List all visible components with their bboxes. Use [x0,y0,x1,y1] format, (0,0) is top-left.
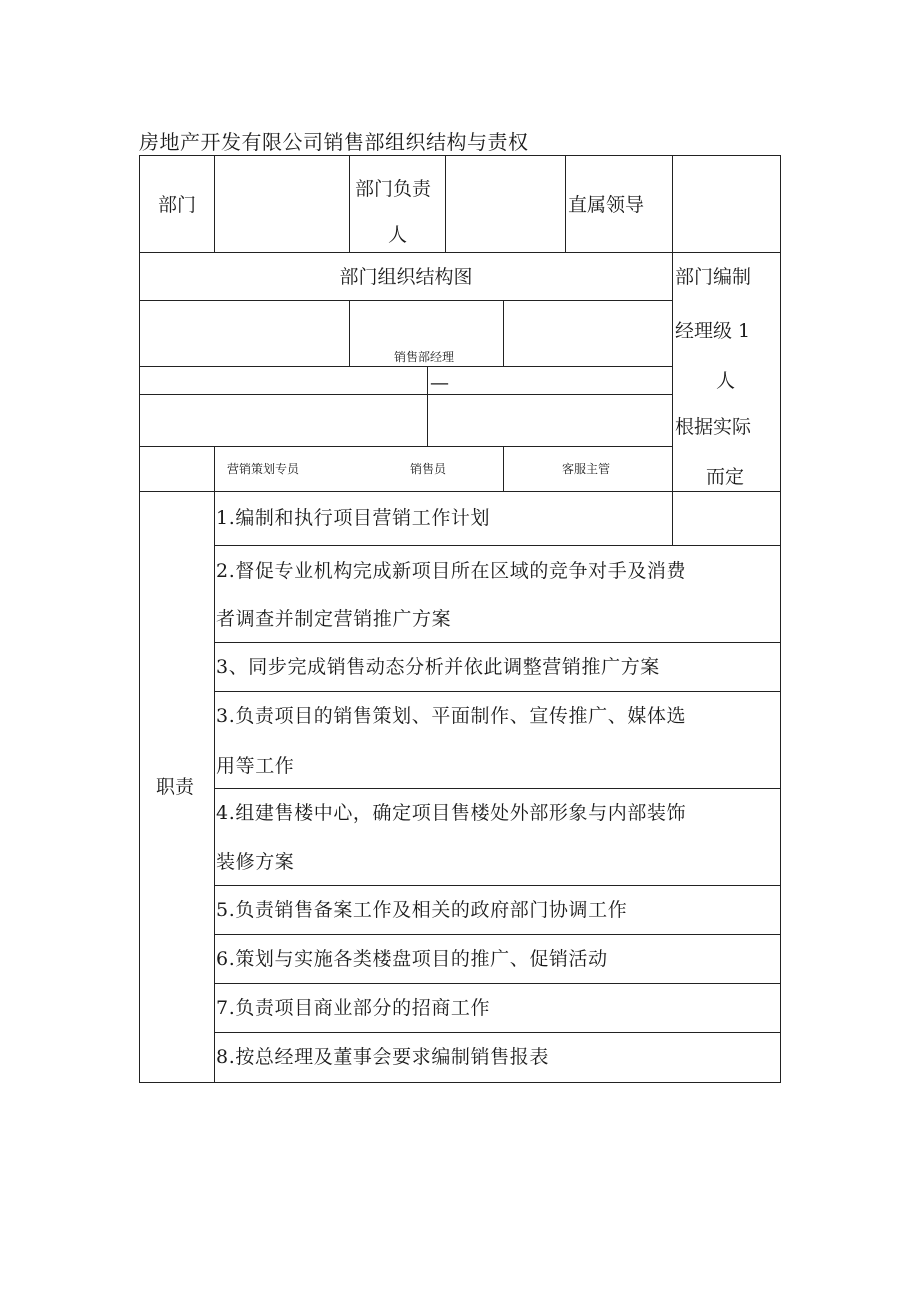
staffing-other: 根据实际 [675,416,752,438]
org-connector: — [430,372,449,394]
dept-head-label: 部门负责 [355,178,432,200]
dept-head-label-cont: 人 [388,224,408,246]
org-node-marketing-planner: 营销策划专员 [227,462,300,476]
duty-divider [214,788,781,789]
org-chart-line [427,366,428,446]
duty-divider [214,983,781,984]
duty-item-7: 7.负责项目商业部分的招商工作 [216,997,491,1019]
org-chart-title: 部门组织结构图 [339,266,473,288]
duty-item-6: 6.策划与实施各类楼盘项目的推广、促销活动 [216,948,608,970]
duty-divider [214,642,781,643]
org-node-salesperson: 销售员 [410,462,447,476]
duties-label-divider [214,491,215,1083]
duty-item-2-cont: 者调查并制定营销推广方案 [216,608,452,630]
duty-item-1: 1.编制和执行项目营销工作计划 [216,507,491,529]
table-border-left [139,155,140,1083]
org-chart-line [503,446,504,491]
staffing-other-cont: 而定 [706,466,745,488]
duty-divider [214,1032,781,1033]
org-chart-line [139,366,673,367]
col-divider [445,155,446,252]
document-title: 房地产开发有限公司销售部组织结构与责权 [139,130,529,154]
org-chart-line [139,446,673,447]
table-border-bottom [139,1082,781,1083]
duty-item-5: 5.负责销售备案工作及相关的政府部门协调工作 [216,899,628,921]
org-chart-line [349,300,350,366]
org-node-sales-manager: 销售部经理 [394,350,455,364]
staffing-label: 部门编制 [675,266,752,288]
row-divider-header [139,252,781,253]
duty-item-4: 4.组建售楼中心，确定项目售楼处外部形象与内部装饰 [216,802,687,824]
duty-divider [214,691,781,692]
duty-item-3a: 3、同步完成销售动态分析并依此调整营销推广方案 [216,656,660,678]
org-node-customer-service-supervisor: 客服主管 [562,462,611,476]
staffing-col-divider [672,252,673,546]
org-chart-line [214,446,215,491]
org-chart-line [503,300,504,366]
duty-item-3b: 3.负责项目的销售策划、平面制作、宣传推广、媒体选 [216,705,687,727]
duty-divider [214,545,781,546]
duty-item-3b-cont: 用等工作 [216,755,295,777]
staffing-manager: 经理级 1 [675,320,751,342]
col-divider [214,155,215,252]
row-divider-duties [139,491,781,492]
duty-item-4-cont: 装修方案 [216,851,295,873]
dept-label: 部门 [158,194,197,216]
table-border-top [139,155,781,156]
duty-item-2: 2.督促专业机构完成新项目所在区域的竞争对手及消费 [216,560,687,582]
col-divider [349,155,350,252]
col-divider [565,155,566,252]
col-divider [672,155,673,252]
duty-item-8: 8.按总经理及董事会要求编制销售报表 [216,1046,549,1068]
duty-divider [214,934,781,935]
direct-leader-label: 直属领导 [568,194,645,216]
staffing-manager-cont: 人 [716,370,736,392]
duties-label: 职责 [156,776,195,798]
table-border-right [780,155,781,1083]
duty-divider [214,885,781,886]
org-chart-line [139,394,673,395]
row-divider-chart-title [139,300,673,301]
